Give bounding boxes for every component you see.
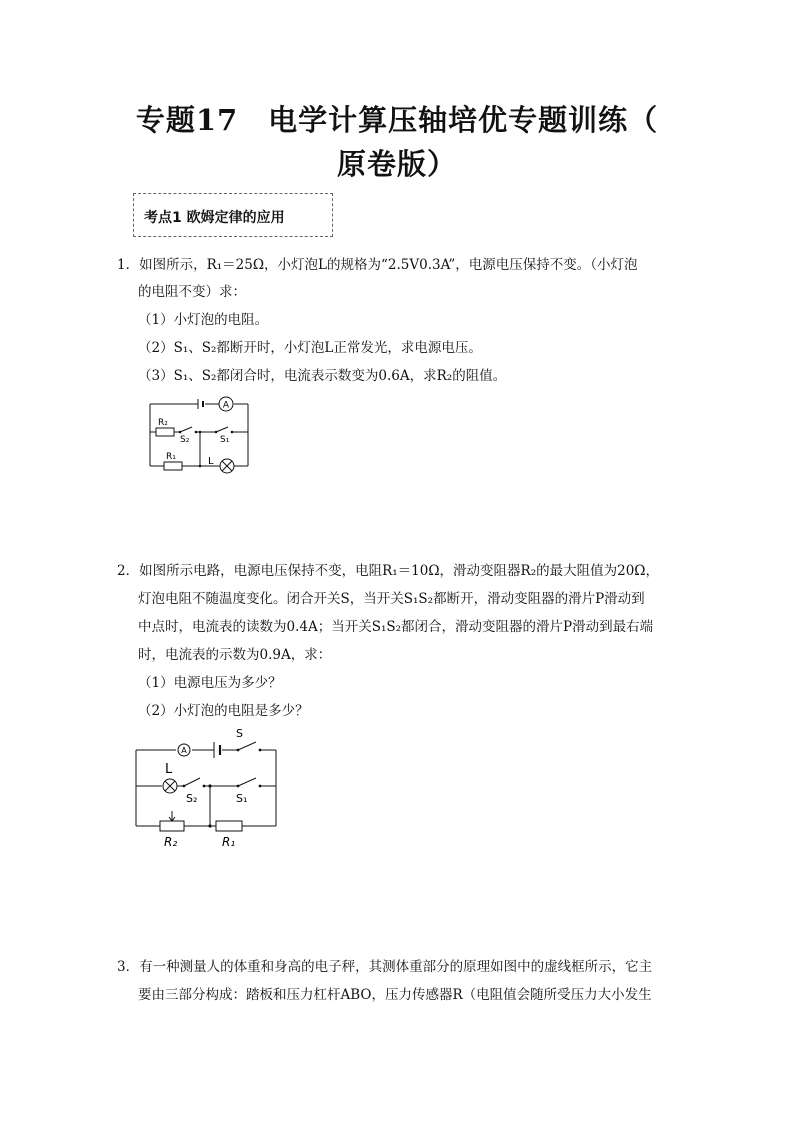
r2-label: R₂ xyxy=(158,418,168,428)
page-title-line2: 原卷版） xyxy=(336,147,457,181)
q1-circuit-diagram xyxy=(140,388,260,478)
q2-line-2: 灯泡电阻不随温度变化。闭合开关S，当开关S₁S₂都断开，滑动变阻器的滑片P滑动到 xyxy=(138,591,645,607)
r2-rheostat xyxy=(160,821,184,831)
q1-line-3: （1）小灯泡的电阻。 xyxy=(138,312,269,328)
page-title-line1: 专题17 电学计算压轴培优专题训练（ xyxy=(135,103,659,137)
s1-switch xyxy=(216,427,228,432)
q3-line-2: 要由三部分构成：踏板和压力杠杆ABO，压力传感器R（电阻值会随所受压力大小发生 xyxy=(138,987,652,1003)
s-switch xyxy=(238,742,256,750)
q1-line-4: （2）S₁、S₂都断开时，小灯泡L正常发光，求电源电压。 xyxy=(138,340,482,356)
r2-label: R₂ xyxy=(164,835,178,849)
s1-label: S₁ xyxy=(236,792,248,805)
s2-label: S₂ xyxy=(186,792,198,805)
q1-line-2: 的电阻不变）求： xyxy=(138,284,246,300)
r1-resistor xyxy=(216,821,242,831)
q2-line-3: 中点时，电流表的读数为0.4A；当开关S₁S₂都闭合，滑动变阻器的滑片P滑动到最右端 xyxy=(138,619,654,635)
ammeter-label: A xyxy=(181,746,187,755)
s-label: S xyxy=(236,727,243,740)
q2-line-6: （2）小灯泡的电阻是多少？ xyxy=(138,703,309,719)
s1-switch xyxy=(238,778,256,786)
q1-line-5: （3）S₁、S₂都闭合时，电流表示数变为0.6A，求R₂的阻值。 xyxy=(138,368,507,384)
s2-label: S₂ xyxy=(180,435,190,445)
lamp-label: L xyxy=(208,456,214,467)
s2-switch xyxy=(184,778,200,786)
q1-line-1: 1．如图所示，R₁＝25Ω，小灯泡L的规格为“2.5V0.3A”，电源电压保持不变。（小灯泡 xyxy=(117,257,638,273)
lamp-label: L xyxy=(165,762,173,777)
q2-circuit-diagram xyxy=(130,726,290,852)
r2-resistor xyxy=(156,428,174,436)
r1-resistor xyxy=(164,462,182,470)
q2-line-1: 2．如图所示电路，电源电压保持不变，电阻R₁＝10Ω，滑动变阻器R₂的最大阻值为20Ω， xyxy=(117,563,659,579)
s1-label: S₁ xyxy=(220,435,230,445)
section-label: 考点1 欧姆定律的应用 xyxy=(144,210,285,226)
ammeter-label: A xyxy=(222,400,230,411)
r1-label: R₁ xyxy=(166,452,176,462)
r1-label: R₁ xyxy=(222,835,236,849)
q2-line-4: 时，电流表的示数为0.9A，求： xyxy=(138,647,332,663)
q3-line-1: 3．有一种测量人的体重和身高的电子秤，其测体重部分的原理如图中的虚线框所示，它主 xyxy=(117,959,653,975)
q2-line-5: （1）电源电压为多少？ xyxy=(138,675,282,691)
s2-switch xyxy=(180,427,192,432)
